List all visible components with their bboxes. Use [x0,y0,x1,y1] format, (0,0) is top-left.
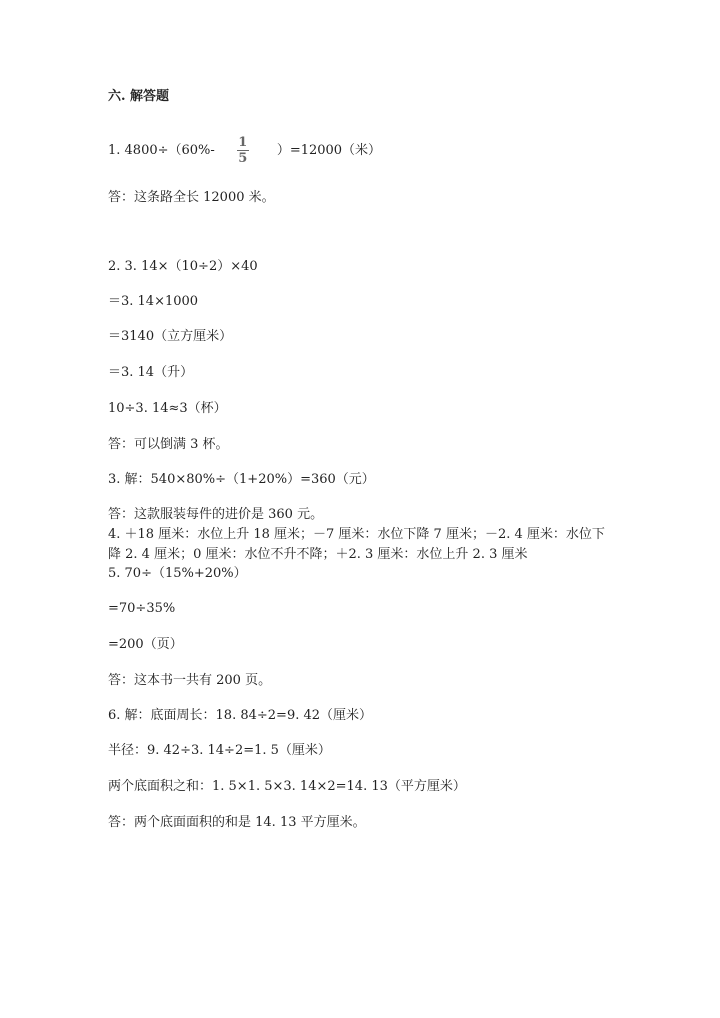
q2-line-4: ＝3. 14（升） [108,365,194,380]
q1-prefix: 1. 4800÷（60%- [108,143,215,158]
q6-line-1: 6. 解：底面周长：18. 84÷2=9. 42（厘米） [108,708,373,723]
q5-line-3: =200（页） [108,637,183,652]
q6-line-2: 半径：9. 42÷3. 14÷2=1. 5（厘米） [108,743,331,758]
q3-line-1: 3. 解：540×80%÷（1+20%）=360（元） [108,472,375,487]
q5-line-2: =70÷35% [108,601,176,616]
q3-answer: 答：这款服装每件的进价是 360 元。 [108,507,324,522]
q1-answer: 答：这条路全长 12000 米。 [108,190,275,205]
q2-answer: 答：可以倒满 3 杯。 [108,437,229,452]
q6-line-3: 两个底面积之和：1. 5×1. 5×3. 14×2=14. 13（平方厘米） [108,779,466,794]
q2-line-5: 10÷3. 14≈3（杯） [108,401,227,416]
q2-line-3: ＝3140（立方厘米） [108,329,233,344]
fraction-numerator: 1 [238,135,248,150]
q2-line-2: ＝3. 14×1000 [108,294,199,309]
q1-equation [108,136,381,165]
q2-line-1: 2. 3. 14×（10÷2）×40 [108,259,258,274]
q5-answer: 答：这本书一共有 200 页。 [108,673,272,688]
q5-line-1: 5. 70÷（15%+20%） [108,566,247,581]
section-heading: 六. 解答题 [108,89,170,104]
fraction-denominator: 5 [238,151,248,166]
q4-text: 4. ＋18 厘米：水位上升 18 厘米；－7 厘米：水位下降 7 厘米；－2. 4 厘米：水位下降 2. 4 厘米；0 厘米：水位不升不降；＋2. 3 厘米：水位上升 2. 3 厘米 [108,527,605,562]
q1-suffix: ）=12000（米） [276,143,382,158]
fraction [237,136,249,165]
q6-answer: 答：两个底面面积的和是 14. 13 平方厘米。 [108,815,366,830]
